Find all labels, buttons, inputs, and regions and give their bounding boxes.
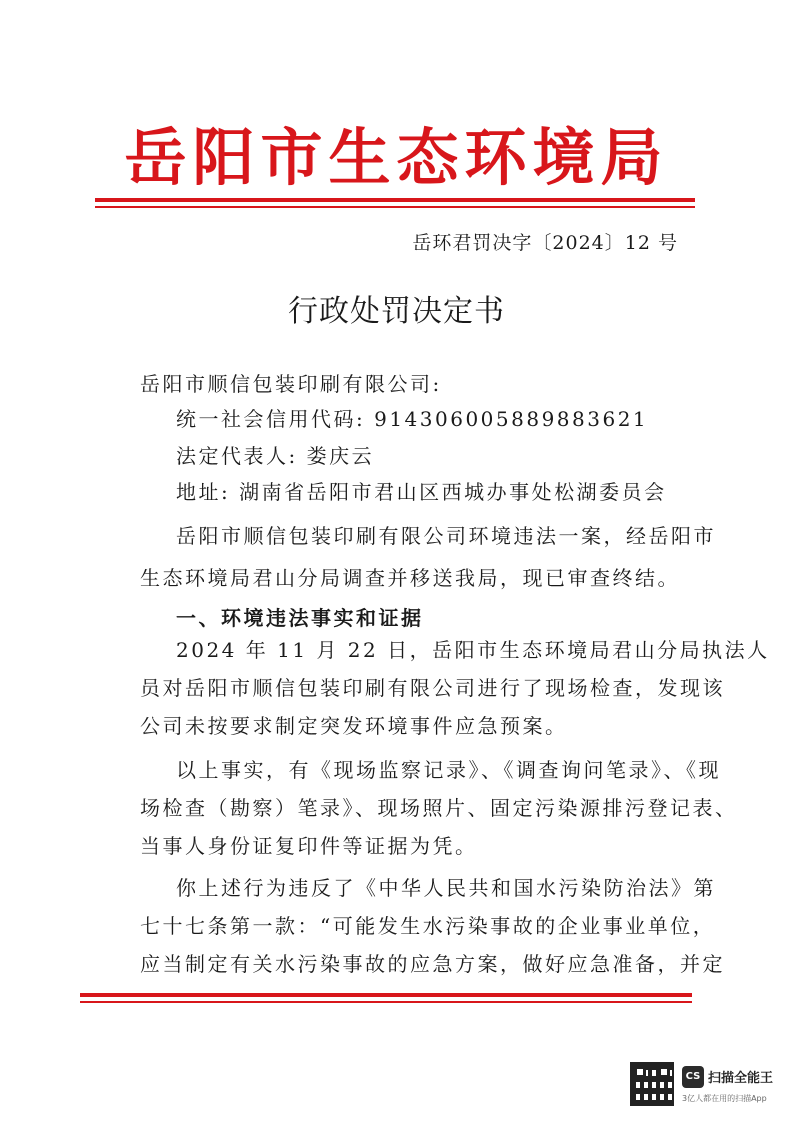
footer-rule-thin: [80, 1001, 692, 1003]
section-heading: 一、环境违法事实和证据: [176, 606, 424, 630]
qr-code-icon: [630, 1062, 674, 1106]
paragraph-line: 岳阳市顺信包装印刷有限公司环境违法一案，经岳阳市: [176, 524, 716, 548]
credit-code: 统一社会信用代码: 914306005889883621: [176, 407, 649, 431]
paragraph-line: 应当制定有关水污染事故的应急方案，做好应急准备，并定: [140, 952, 725, 976]
paragraph-line: 七十七条第一款：“可能发生水污染事故的企业事业单位，: [140, 914, 716, 938]
header-rule-thick: [95, 198, 695, 202]
app-name: 扫描全能王: [708, 1071, 774, 1086]
legal-representative: 法定代表人: 娄庆云: [176, 444, 375, 468]
paragraph-line: 当事人身份证复印件等证据为凭。: [140, 834, 478, 858]
header-rule-thin: [95, 206, 695, 208]
document-title: 行政处罚决定书: [288, 294, 505, 329]
footer-rule-thick: [80, 993, 692, 997]
scanner-watermark: [630, 1062, 780, 1112]
paragraph-line: 场检查（勘察）笔录》、现场照片、固定污染源排污登记表、: [140, 796, 738, 820]
paragraph-line: 以上事实，有《现场监察记录》、《调查询问笔录》、《现: [176, 758, 721, 782]
camscanner-logo-icon: CS: [682, 1066, 704, 1088]
address: 地址: 湖南省岳阳市君山区西城办事处松湖委员会: [176, 480, 667, 504]
paragraph-line: 员对岳阳市顺信包装印刷有限公司进行了现场检查，发现该: [140, 676, 725, 700]
paragraph-line: 生态环境局君山分局调查并移送我局，现已审查终结。: [140, 566, 680, 590]
recipient-name: 岳阳市顺信包装印刷有限公司:: [140, 372, 442, 396]
paragraph-line: 公司未按要求制定突发环境事件应急预案。: [140, 714, 568, 738]
paragraph-line: 你上述行为违反了《中华人民共和国水污染防治法》第: [176, 876, 716, 900]
agency-header: 岳阳市生态环境局: [124, 121, 669, 194]
app-slogan: 3亿人都在用的扫描App: [682, 1094, 767, 1103]
paragraph-line: 2024 年 11 月 22 日，岳阳市生态环境局君山分局执法人: [176, 638, 770, 662]
document-number: 岳环君罚决字〔2024〕12 号: [412, 232, 678, 254]
